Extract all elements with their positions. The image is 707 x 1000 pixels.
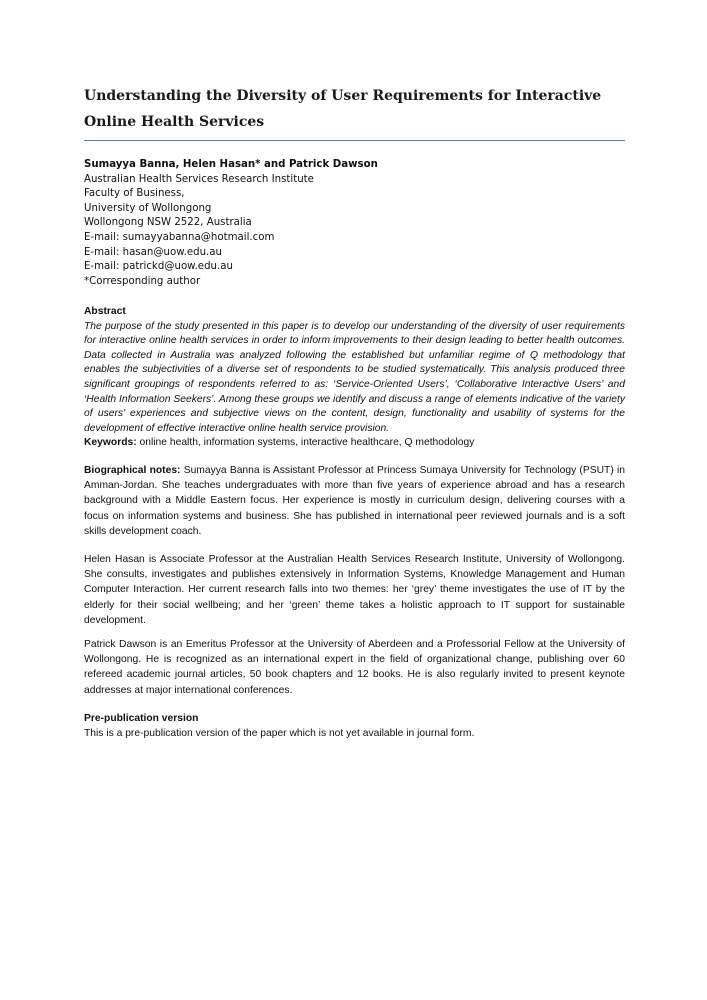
abstract-text: The purpose of the study presented in this paper is to develop our understanding of the diversity of user requirements for interactive online health services in order to inform improvements to their design leading to better health outcomes. Data collected in Australia was analyzed following the established but unfamiliar regime of Q methodology that enables the subjectivities of a diverse set of respondents to be studied systematically. This analysis produced three significant groupings of respondents referred to as: ‘Service-Oriented Users’, ‘Collaborative Interactive Users’ and ‘Health Information Seekers’. Among these groups we identify and discuss a range of elements indicative of the variety of users’ experiences and subjective views on the content, design, functionality and usability of systems for the development of effective interactive online health service provision. bbox=[84, 320, 625, 434]
bio-label: Biographical notes: bbox=[84, 465, 181, 476]
prepublication-heading: Pre-publication version bbox=[84, 713, 199, 724]
email-line: E-mail: hasan@uow.edu.au bbox=[84, 246, 222, 258]
email-line: E-mail: patrickd@uow.edu.au bbox=[84, 261, 233, 273]
affiliation-line: University of Wollongong bbox=[84, 202, 212, 214]
affiliation-line: Australian Health Services Research Institute bbox=[84, 173, 314, 185]
abstract-heading: Abstract bbox=[84, 306, 126, 317]
prepublication-section bbox=[84, 711, 625, 741]
bio-banna bbox=[84, 463, 625, 539]
title-divider bbox=[84, 140, 625, 141]
bio-hasan: Helen Hasan is Associate Professor at the Australian Health Services Research Institute, University of Wollongong. She consults, investigates and publishes extensively in Information Systems, Knowledge Management and Human Computer Interaction. Her current research falls into two themes: her ‘grey’ theme investigates the use of IT by the elderly for their social wellbeing; and her ‘green’ theme takes a holistic approach to IT support for sustainable development. bbox=[84, 554, 625, 626]
keywords-text: online health, information systems, interactive healthcare, Q methodology bbox=[139, 437, 475, 449]
author-block bbox=[84, 158, 378, 289]
paper-title: Understanding the Diversity of User Requirements for Interactive Online Health Services bbox=[84, 88, 602, 130]
email-line: E-mail: sumayyabanna@hotmail.com bbox=[84, 231, 275, 243]
keywords-line bbox=[84, 436, 625, 451]
prepublication-text: This is a pre-publication version of the paper which is not yet available in journal form. bbox=[84, 728, 475, 739]
keywords-label: Keywords: bbox=[84, 437, 137, 449]
author-names: Sumayya Banna, Helen Hasan* and Patrick Dawson bbox=[84, 159, 378, 170]
bio-dawson: Patrick Dawson is an Emeritus Professor at the University of Aberdeen and a Professorial Fellow at the University of Wollongong. He is recognized as an international expert in the field of organizational change, publishing over 60 refereed academic journal articles, 50 book chapters and 12 books. He is also regularly invited to present keynote addresses at major international conferences. bbox=[84, 639, 625, 696]
affiliation-line: Faculty of Business, bbox=[84, 188, 185, 200]
corresponding-author-note: *Corresponding author bbox=[84, 275, 201, 287]
affiliation-line: Wollongong NSW 2522, Australia bbox=[84, 217, 252, 229]
bio-banna-text: Sumayya Banna is Assistant Professor at Princess Sumaya University for Technology (PSUT) in Amman-Jordan. She teaches undergraduates with more than five years of experience abroad and has a research background with a Middle Eastern focus. Her experience is mostly in curriculum design, delivering courses with a focus on information systems and business. She has published in international peer reviewed journals and is a soft skills development coach. bbox=[84, 465, 625, 537]
abstract-section bbox=[84, 305, 625, 451]
